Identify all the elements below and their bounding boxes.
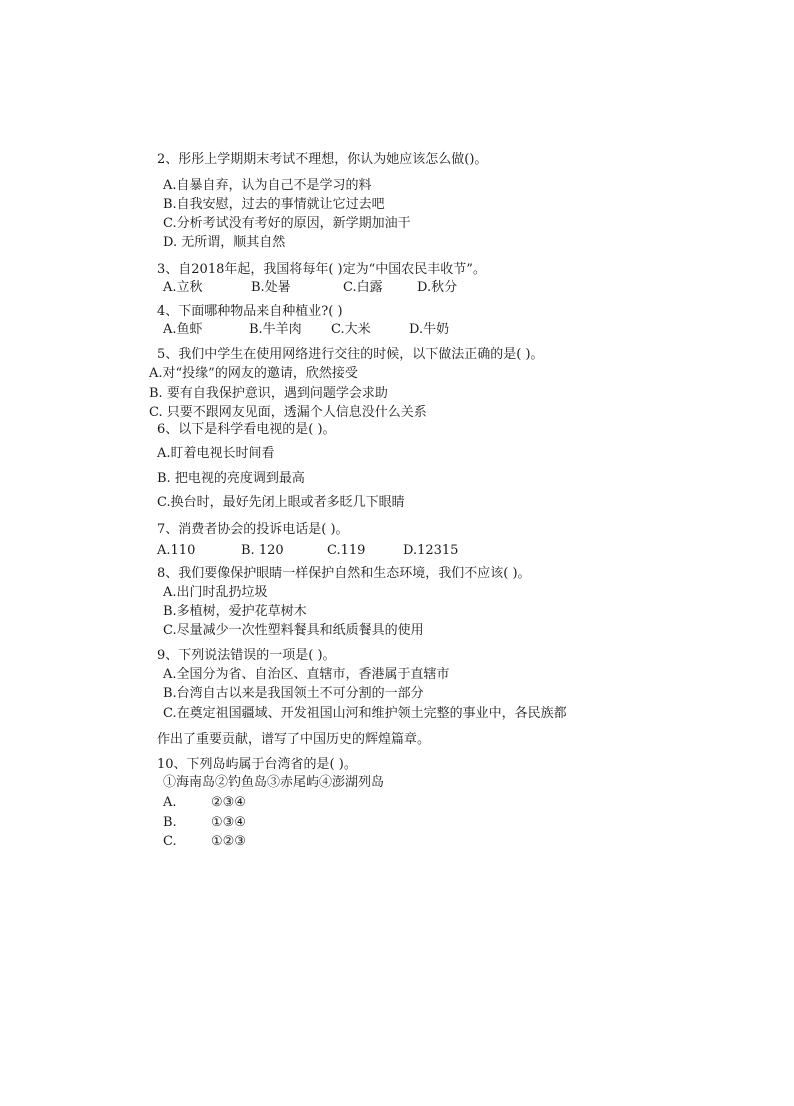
question-6-stem: 6、以下是科学看电视的是( )。 bbox=[157, 422, 336, 437]
question-8-option-c: C.尽量减少一次性塑料餐具和纸质餐具的使用 bbox=[163, 623, 424, 638]
question-10-option-c-value: ①②③ bbox=[211, 834, 246, 849]
question-4-options bbox=[163, 322, 449, 338]
question-6-option-c: C.换台时，最好先闭上眼或者多眨几下眼睛 bbox=[157, 495, 405, 510]
question-4-option-b: B.牛羊肉 bbox=[249, 322, 302, 337]
question-8-stem: 8、我们要像保护眼睛一样保护自然和生态环境，我们不应该( )。 bbox=[157, 566, 531, 581]
question-2-stem: 2、彤彤上学期期末考试不理想，你认为她应该怎么做()。 bbox=[157, 152, 488, 167]
question-3-option-b: B.处暑 bbox=[251, 280, 291, 295]
question-3-option-a: A.立秋 bbox=[163, 280, 203, 295]
question-9-option-c: C.在奠定祖国疆域、开发祖国山河和维护领土完整的事业中，各民族都 bbox=[163, 706, 567, 721]
question-10-option-a-value: ②③④ bbox=[211, 795, 246, 810]
question-7-option-b: B. 120 bbox=[241, 543, 284, 558]
question-2-option-a: A.自暴自弃，认为自己不是学习的料 bbox=[163, 178, 372, 193]
question-4-option-d: D.牛奶 bbox=[409, 322, 450, 337]
question-7-stem: 7、消费者协会的投诉电话是( )。 bbox=[157, 522, 349, 537]
question-6-option-a: A.盯着电视长时间看 bbox=[157, 446, 275, 461]
question-3-options bbox=[163, 280, 457, 296]
question-10-stem: 10、下列岛屿属于台湾省的是( )。 bbox=[157, 757, 357, 772]
question-4-option-a: A.鱼虾 bbox=[163, 322, 203, 337]
question-7-options bbox=[157, 543, 458, 559]
question-7-option-c: C.119 bbox=[327, 543, 366, 558]
question-9-option-c-continued: 作出了重要贡献，谱写了中国历史的辉煌篇章。 bbox=[157, 732, 431, 747]
question-7-option-a: A.110 bbox=[157, 543, 196, 558]
question-10-items: ①海南岛②钓鱼岛③赤尾屿④澎湖列岛 bbox=[163, 775, 385, 790]
question-3-option-d: D.秋分 bbox=[417, 280, 458, 295]
question-6-option-b: B. 把电视的亮度调到最高 bbox=[157, 471, 305, 486]
question-10-option-a-letter: A. bbox=[163, 795, 177, 810]
question-7-option-d: D.12315 bbox=[403, 543, 459, 558]
question-2-option-c: C.分析考试没有考好的原因，新学期加油干 bbox=[163, 216, 411, 231]
question-8-option-b: B.多植树，爱护花草树木 bbox=[163, 604, 307, 619]
question-10-option-b-letter: B. bbox=[163, 815, 177, 830]
question-5-option-c: C. 只要不跟网友见面，透漏个人信息没什么关系 bbox=[149, 405, 427, 420]
question-3-option-c: C.白露 bbox=[343, 280, 383, 295]
question-5-stem: 5、我们中学生在使用网络进行交往的时候，以下做法正确的是( )。 bbox=[157, 347, 544, 362]
question-4-option-c: C.大米 bbox=[331, 322, 371, 337]
question-9-option-b: B.台湾自古以来是我国领土不可分割的一部分 bbox=[163, 686, 424, 701]
question-9-stem: 9、下列说法错误的一项是( )。 bbox=[157, 648, 336, 663]
question-4-stem: 4、下面哪种物品来自种植业?( ) bbox=[157, 304, 343, 319]
question-5-option-b: B. 要有自我保护意识，遇到问题学会求助 bbox=[149, 386, 388, 401]
question-3-stem: 3、自2018年起，我国将每年( )定为“中国农民丰收节”。 bbox=[157, 262, 486, 277]
question-10-option-a bbox=[163, 795, 246, 811]
question-5-option-a: A.对“投缘”的网友的邀请，欣然接受 bbox=[149, 366, 358, 381]
question-10-option-c-letter: C. bbox=[163, 834, 177, 849]
question-10-option-c bbox=[163, 834, 246, 850]
question-9-option-a: A.全国分为省、自治区、直辖市，香港属于直辖市 bbox=[163, 667, 450, 682]
question-2-option-b: B.自我安慰，过去的事情就让它过去吧 bbox=[163, 197, 385, 212]
question-2-option-d: D. 无所谓，顺其自然 bbox=[163, 235, 286, 250]
question-10-option-b-value: ①③④ bbox=[211, 815, 246, 830]
question-8-option-a: A.出门时乱扔垃圾 bbox=[163, 585, 268, 600]
question-10-option-b bbox=[163, 815, 246, 831]
